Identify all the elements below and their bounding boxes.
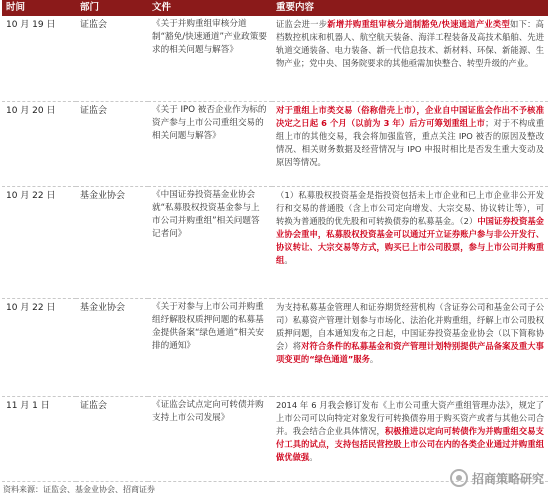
header-date: 时间 bbox=[2, 0, 76, 16]
content-text: 为支持私募基金管理人和证券期货经营机构（含证券公司和基金公司子公司）私募资产管理计划参与市场化、法治化并购重组，纾解上市公司股权质押问题，自本通知发布之日起，中国证券投资基金业协会（以下简称协会）将 bbox=[276, 301, 544, 351]
content-text: 如下：高档数控机床和机器人、航空航天装备、海洋工程装备及高技术船舶、先进轨道交通装备、电力装备、新一代信息技术、新材料、环保、新能源、生物产业；党中央、国务院要求的其他亟需加快整合、转型升级的产业。 bbox=[276, 19, 544, 68]
content-text: 。 bbox=[284, 254, 293, 265]
row-doc: 《关于并购重组审核分道制“豁免/快速通道”产业政策要求的相关问题与解答》 bbox=[148, 16, 272, 101]
row-date: 11 月 1 日 bbox=[2, 396, 76, 481]
wechat-logo-icon bbox=[450, 469, 468, 487]
row-date: 10 月 22 日 bbox=[2, 186, 76, 298]
row-date: 10 月 22 日 bbox=[2, 298, 76, 396]
row-date: 10 月 19 日 bbox=[2, 16, 76, 101]
header-content: 重要内容 bbox=[272, 0, 548, 16]
table-header bbox=[2, 0, 548, 16]
row-doc: 《中国证券投资基金业协会就“私募股权投资基金参与上市公司并购重组”相关问题答记者问》 bbox=[148, 186, 272, 298]
header-row bbox=[2, 0, 548, 16]
content-text: 证监会进一步 bbox=[276, 19, 328, 29]
row-content bbox=[272, 298, 548, 396]
highlight-text: 积极推进以定向可转债作为并购重组交易支付工具的试点，支持包括民营控股上市公司在内的各类企业通过并购重组做优做强 bbox=[276, 425, 544, 462]
table-row bbox=[2, 298, 548, 396]
row-dept: 证监会 bbox=[76, 16, 148, 101]
row-content bbox=[272, 186, 548, 298]
row-content bbox=[272, 101, 548, 186]
content-text: 。 bbox=[309, 451, 318, 462]
highlight-text: 中国证券投资基金业协会重申，私募股权投资基金可以通过开立证券账户参与非公开发行、协议转让、大宗交易等方式，购买已上市公司股票，参与上市公司并购重组 bbox=[276, 215, 544, 265]
table-row bbox=[2, 186, 548, 298]
header-doc: 文件 bbox=[148, 0, 272, 16]
table-row bbox=[2, 16, 548, 101]
row-doc: 《关于对参与上市公司并购重组纾解股权质押问题的私募基金提供备案“绿色通道”相关安排的通知》 bbox=[148, 298, 272, 396]
watermark bbox=[450, 469, 544, 487]
content-text: 。 bbox=[369, 353, 379, 364]
row-doc: 《关于 IPO 被否企业作为标的资产参与上市公司重组交易的相关问题与解答》 bbox=[148, 101, 272, 186]
header-dept: 部门 bbox=[76, 0, 148, 16]
watermark-text: 招商策略研究 bbox=[471, 471, 544, 486]
highlight-text: 对符合条件的私募基金和资产管理计划特别提供产品备案及重大事项变更的“绿色通道”服务 bbox=[276, 340, 544, 364]
table-row bbox=[2, 101, 548, 186]
row-dept: 基金业协会 bbox=[76, 298, 148, 396]
row-dept: 证监会 bbox=[76, 101, 148, 186]
source-note: 资料来源：证监会、基金业协会、招商证券 bbox=[3, 485, 155, 494]
policy-table bbox=[2, 0, 548, 482]
content-text: 2014 年 6 月我会修订发布《上市公司重大资产重组管理办法》，规定了上市公司可以向特定对象发行可转换债券用于购买资产或者与其他公司合并。我会结合企业具体情况， bbox=[276, 399, 544, 436]
row-dept: 证监会 bbox=[76, 396, 148, 481]
row-content bbox=[272, 16, 548, 101]
row-date: 10 月 20 日 bbox=[2, 101, 76, 186]
table-body bbox=[2, 16, 548, 481]
row-dept: 基金业协会 bbox=[76, 186, 148, 298]
highlight-text: 对于重组上市类交易（俗称借壳上市），企业自中国证监会作出不予核准决定之日起 6 个月（以前为 3 年）后方可筹划重组上市 bbox=[276, 104, 544, 128]
content-text: ；对于不构成重组上市的其他交易，我会将加强监管，重点关注 IPO 被否的原因及整改情况、相关财务数据及经营情况与 IPO 申报时相比是否发生重大变动及原因等情况。 bbox=[276, 117, 544, 167]
highlight-text: 新增并购重组审核分道制豁免/快速通道产业类型 bbox=[327, 19, 511, 29]
row-doc: 《证监会试点定向可转债并购支持上市公司发展》 bbox=[148, 396, 272, 481]
content-text: （1）私募股权投资基金是指投资包括未上市企业和已上市企业非公开发行和交易的普通股（含上市公司定向增发、大宗交易、协议转让等），可转换为普通股的优先股和可转换债券的私募基金。（2） bbox=[276, 189, 544, 226]
